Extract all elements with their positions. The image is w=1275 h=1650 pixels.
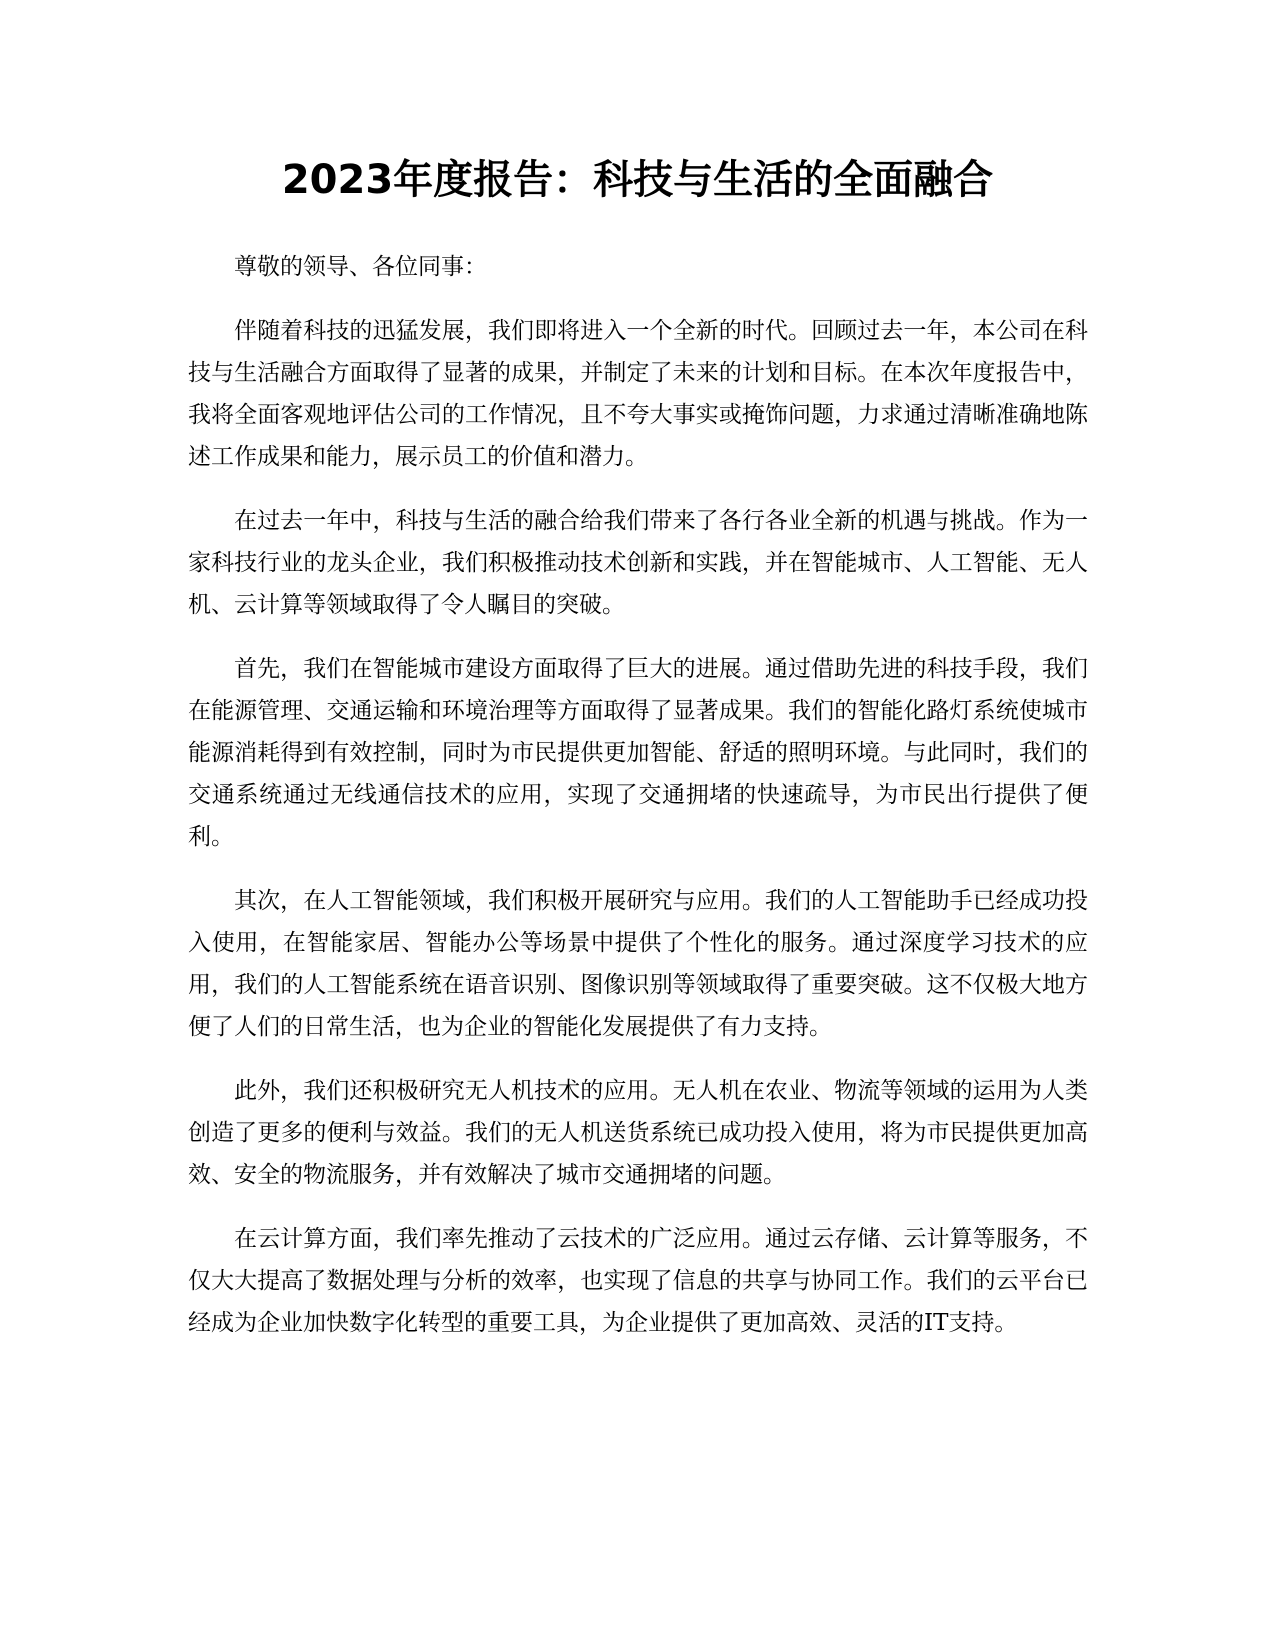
salutation-paragraph: 尊敬的领导、各位同事： [234,254,487,280]
body-paragraph: 此外，我们还积极研究无人机技术的应用。无人机在农业、物流等领域的运用为人类创造了更多的便利与效益。我们的无人机送货系统已成功投入使用，将为市民提供更加高效、安全的物流服务，并有效解决了城市交通拥堵的问题。 [188,1078,1088,1188]
body-paragraph: 在过去一年中，科技与生活的融合给我们带来了各行各业全新的机遇与挑战。作为一家科技行业的龙头企业，我们积极推动技术创新和实践，并在智能城市、人工智能、无人机、云计算等领域取得了令人瞩目的突破。 [188,508,1088,618]
body-paragraph: 首先，我们在智能城市建设方面取得了巨大的进展。通过借助先进的科技手段，我们在能源管理、交通运输和环境治理等方面取得了显著成果。我们的智能化路灯系统使城市能源消耗得到有效控制，同时为市民提供更加智能、舒适的照明环境。与此同时，我们的交通系统通过无线通信技术的应用，实现了交通拥堵的快速疏导，为市民出行提供了便利。 [188,656,1088,850]
body-paragraph: 其次，在人工智能领域，我们积极开展研究与应用。我们的人工智能助手已经成功投入使用，在智能家居、智能办公等场景中提供了个性化的服务。通过深度学习技术的应用，我们的人工智能系统在语音识别、图像识别等领域取得了重要突破。这不仅极大地方便了人们的日常生活，也为企业的智能化发展提供了有力支持。 [188,888,1088,1040]
document-title: 2023年度报告：科技与生活的全面融合 [281,157,994,203]
body-paragraph: 在云计算方面，我们率先推动了云技术的广泛应用。通过云存储、云计算等服务，不仅大大提高了数据处理与分析的效率，也实现了信息的共享与协同工作。我们的云平台已经成为企业加快数字化转型的重要工具，为企业提供了更加高效、灵活的IT支持。 [188,1226,1088,1336]
body-paragraph: 伴随着科技的迅猛发展，我们即将进入一个全新的时代。回顾过去一年，本公司在科技与生活融合方面取得了显著的成果，并制定了未来的计划和目标。在本次年度报告中，我将全面客观地评估公司的工作情况，且不夸大事实或掩饰问题，力求通过清晰准确地陈述工作成果和能力，展示员工的价值和潜力。 [188,318,1088,470]
document-body [188,246,1088,1366]
